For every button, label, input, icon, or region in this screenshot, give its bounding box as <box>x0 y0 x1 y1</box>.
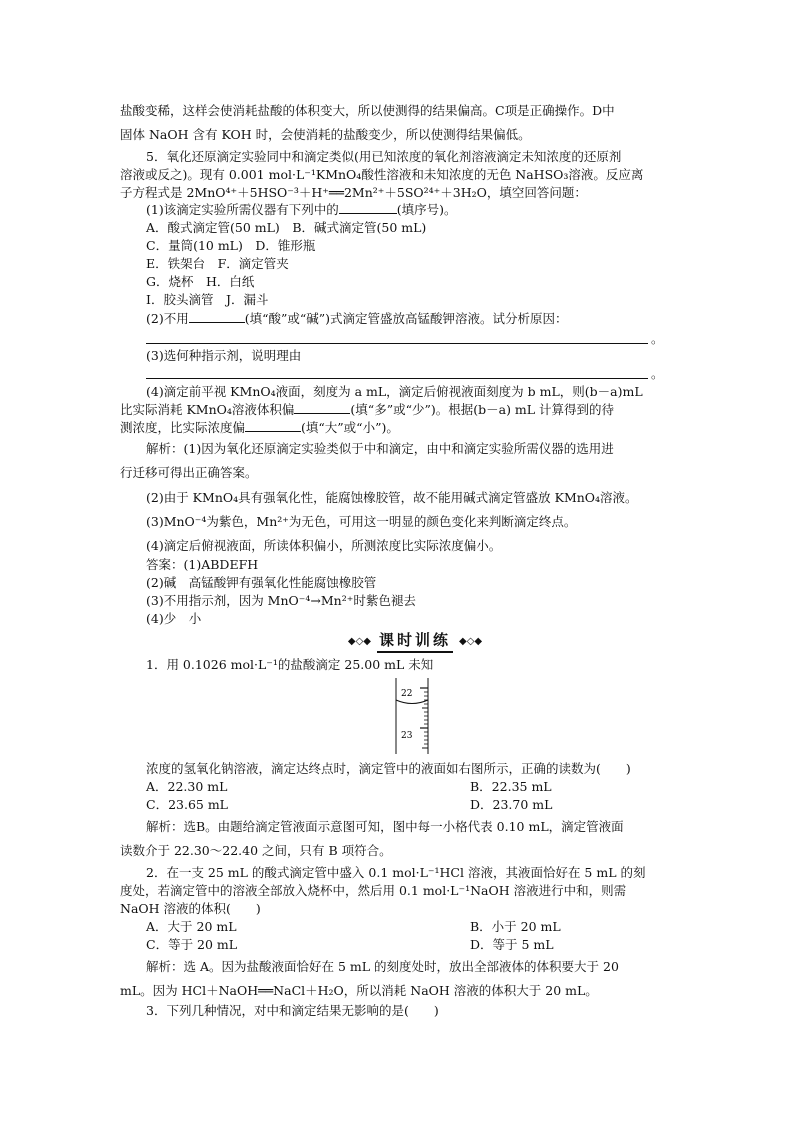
explanation-line: 解析：选B。由题给滴定管液面示意图可知，图中每一小格代表 0.10 mL，滴定管液面 <box>146 819 624 834</box>
option-d: D．23.70 mL <box>470 797 553 812</box>
sub-question-4-line: 测浓度，比实际浓度偏 (填“大”或“小”)。 <box>120 420 399 435</box>
option-c: C．等于 20 mL <box>146 937 238 952</box>
explanation-line: 行迁移可得出正确答案。 <box>120 465 258 480</box>
answer-line-text: (4)少 小 <box>146 611 202 626</box>
explanation-line: 解析：(1)因为氧化还原滴定实验类似于中和滴定，由中和滴定实验所需仪器的选用进 <box>146 441 614 456</box>
option-line: C．量筒(10 mL) D．锥形瓶 <box>146 238 316 253</box>
option-d: D．等于 5 mL <box>470 937 554 952</box>
answer-line-text: (3)不用指示剂，因为 MnO⁻⁴→Mn²⁺时紫色褪去 <box>146 593 416 608</box>
burette-label-23: 23 <box>401 731 413 741</box>
answer-line <box>146 378 648 379</box>
diamond-decoration-icon: ◆◇◆ <box>459 635 483 647</box>
sub-question-1: (1)该滴定实验所需仪器有下列中的 (填序号)。 <box>146 202 457 217</box>
option-line: A．酸式滴定管(50 mL) B．碱式滴定管(50 mL) <box>146 220 427 235</box>
explanation-line: 解析：选 A。因为盐酸液面恰好在 5 mL 的刻度处时，放出全部液体的体积要大于 20 <box>146 959 619 974</box>
question-5-line: 5．氧化还原滴定实验同中和滴定类似(用已知浓度的氧化剂溶液滴定未知浓度的还原剂 <box>146 149 622 164</box>
option-line: G．烧杯 H．白纸 <box>146 274 255 289</box>
sub-question-4-line: 比实际消耗 KMnO₄溶液体积偏 (填“多”或“少”)。根据(b－a) mL 计算得到的待 <box>120 402 615 417</box>
question-5-line: 溶液或反之)。现有 0.001 mol·L⁻¹KMnO₄酸性溶液和未知浓度的无色 NaHSO₃溶液。反应离 <box>120 167 644 182</box>
answer-line-text: 答案：(1)ABDEFH <box>146 557 259 572</box>
reaction-equation: 子方程式是 2MnO⁴⁺＋5HSO⁻³＋H⁺══2Mn²⁺＋5SO²⁴⁺＋3H₂O，填空回答问题： <box>120 185 587 200</box>
option-c: C．23.65 mL <box>146 797 228 812</box>
exercise-2-line: 度处，若滴定管中的溶液全部放入烧杯中，然后用 0.1 mol·L⁻¹NaOH 溶液进行中和，则需 <box>120 883 627 898</box>
answer-line <box>146 343 648 344</box>
option-b: B．22.35 mL <box>470 779 552 794</box>
paragraph-line: 盐酸变稀，这样会使消耗盐酸的体积变大，所以使测得的结果偏高。C项是正确操作。D中 <box>120 103 615 118</box>
explanation-line: 读数介于 22.30～22.40 之间，只有 B 项符合。 <box>120 843 392 858</box>
sub-question-3: (3)选何种指示剂，说明理由 <box>146 348 302 363</box>
option-a: A．22.30 mL <box>146 779 228 794</box>
section-banner <box>330 630 500 652</box>
period-mark: 。 <box>651 366 664 381</box>
explanation-line: (4)滴定后俯视液面，所读体积偏小，所测浓度比实际浓度偏小。 <box>146 538 502 553</box>
period-mark: 。 <box>651 331 664 346</box>
exercise-1-line: 浓度的氢氧化钠溶液，滴定达终点时，滴定管中的液面如右图所示，正确的读数为( ) <box>146 761 631 776</box>
paragraph-line: 固体 NaOH 含有 KOH 时，会使消耗的盐酸变少，所以使测得结果偏低。 <box>120 127 531 142</box>
sub-question-2: (2)不用 (填“酸”或“碱”)式滴定管盛放高锰酸钾溶液。试分析原因： <box>146 311 568 326</box>
burette-diagram <box>390 676 434 756</box>
answer-blank <box>339 213 397 214</box>
answer-blank <box>189 322 245 323</box>
sub-question-4: (4)滴定前平视 KMnO₄液面，刻度为 a mL，滴定后俯视液面刻度为 b mL，则(b－a)mL <box>146 384 643 399</box>
answer-line-text: (2)碱 高锰酸钾有强氧化性能腐蚀橡胶管 <box>146 575 377 590</box>
option-line: E．铁架台 F．滴定管夹 <box>146 256 289 271</box>
option-a: A．大于 20 mL <box>146 919 237 934</box>
explanation-line: (3)MnO⁻⁴为紫色，Mn²⁺为无色，可用这一明显的颜色变化来判断滴定终点。 <box>146 514 577 529</box>
exercise-1-line: 1．用 0.1026 mol·L⁻¹的盐酸滴定 25.00 mL 未知 <box>146 657 434 672</box>
explanation-line: (2)由于 KMnO₄具有强氧化性，能腐蚀橡胶管，故不能用碱式滴定管盛放 KMnO₄溶液。 <box>146 490 638 505</box>
diamond-decoration-icon: ◆◇◆ <box>347 635 371 647</box>
exercise-2-line: NaOH 溶液的体积( ) <box>120 901 261 916</box>
section-title: 课时训练 <box>377 629 453 653</box>
explanation-line: mL。因为 HCl＋NaOH══NaCl＋H₂O，所以消耗 NaOH 溶液的体积大于 20 mL。 <box>120 983 598 998</box>
exercise-2-line: 2．在一支 25 mL 的酸式滴定管中盛入 0.1 mol·L⁻¹HCl 溶液，其液面恰好在 5 mL 的刻 <box>146 865 646 880</box>
option-line: I．胶头滴管 J．漏斗 <box>146 292 269 307</box>
answer-blank <box>245 431 301 432</box>
burette-label-22: 22 <box>401 689 413 699</box>
option-b: B．小于 20 mL <box>470 919 561 934</box>
answer-blank <box>294 413 350 414</box>
exercise-3-line: 3．下列几种情况，对中和滴定结果无影响的是( ) <box>146 1003 439 1018</box>
